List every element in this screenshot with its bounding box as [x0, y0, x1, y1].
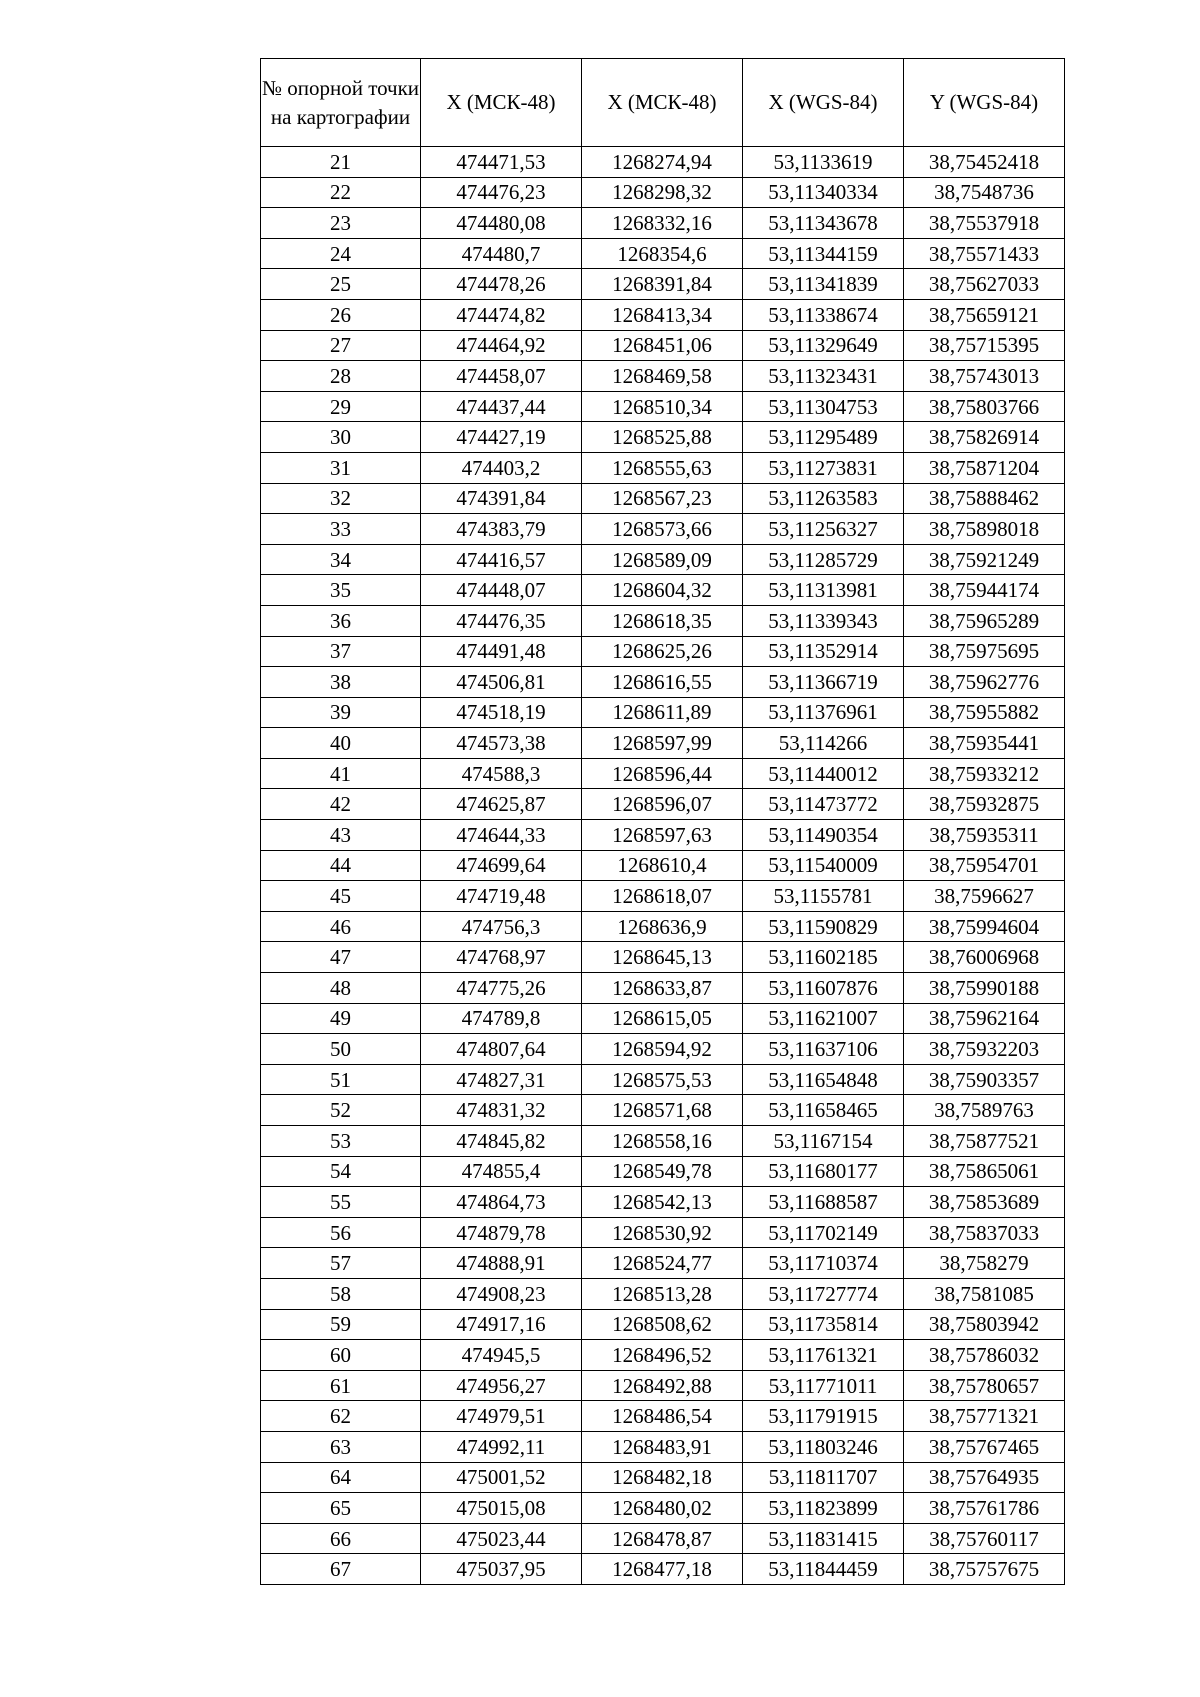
table-row [261, 1126, 1065, 1157]
cell-x-wgs84: 53,114266 [743, 728, 904, 759]
cell-x-wgs84: 53,11323431 [743, 361, 904, 392]
cell-y-wgs84: 38,75757675 [904, 1554, 1065, 1585]
cell-x-msk48-second: 1268413,34 [582, 299, 743, 330]
cell-point-number: 27 [261, 330, 421, 361]
cell-y-wgs84: 38,75764935 [904, 1462, 1065, 1493]
cell-y-wgs84: 38,75826914 [904, 422, 1065, 453]
table-row [261, 1278, 1065, 1309]
table-body [261, 147, 1065, 1585]
cell-point-number: 41 [261, 758, 421, 789]
cell-x-wgs84: 53,11339343 [743, 605, 904, 636]
cell-x-msk48: 474437,44 [421, 391, 582, 422]
cell-x-msk48: 474478,26 [421, 269, 582, 300]
cell-x-msk48: 474491,48 [421, 636, 582, 667]
cell-point-number: 64 [261, 1462, 421, 1493]
cell-x-msk48-second: 1268477,18 [582, 1554, 743, 1585]
cell-y-wgs84: 38,75452418 [904, 147, 1065, 178]
cell-y-wgs84: 38,75921249 [904, 544, 1065, 575]
cell-x-msk48: 475015,08 [421, 1493, 582, 1524]
cell-x-msk48: 475023,44 [421, 1523, 582, 1554]
cell-x-wgs84: 53,11329649 [743, 330, 904, 361]
cell-x-msk48-second: 1268571,68 [582, 1095, 743, 1126]
table-row [261, 1003, 1065, 1034]
cell-x-wgs84: 53,11256327 [743, 514, 904, 545]
cell-x-msk48: 474699,64 [421, 850, 582, 881]
cell-point-number: 35 [261, 575, 421, 606]
cell-x-msk48-second: 1268558,16 [582, 1126, 743, 1157]
cell-y-wgs84: 38,75990188 [904, 973, 1065, 1004]
cell-x-wgs84: 53,11295489 [743, 422, 904, 453]
cell-x-msk48-second: 1268610,4 [582, 850, 743, 881]
cell-y-wgs84: 38,75786032 [904, 1340, 1065, 1371]
cell-x-msk48-second: 1268645,13 [582, 942, 743, 973]
table-row [261, 973, 1065, 1004]
cell-y-wgs84: 38,75994604 [904, 911, 1065, 942]
cell-y-wgs84: 38,75935441 [904, 728, 1065, 759]
cell-x-wgs84: 53,1155781 [743, 881, 904, 912]
cell-x-wgs84: 53,11490354 [743, 820, 904, 851]
cell-x-wgs84: 53,11344159 [743, 238, 904, 269]
cell-y-wgs84: 38,75965289 [904, 605, 1065, 636]
cell-x-wgs84: 53,11602185 [743, 942, 904, 973]
cell-y-wgs84: 38,758279 [904, 1248, 1065, 1279]
cell-x-msk48-second: 1268513,28 [582, 1278, 743, 1309]
cell-point-number: 26 [261, 299, 421, 330]
cell-point-number: 29 [261, 391, 421, 422]
cell-x-wgs84: 53,11727774 [743, 1278, 904, 1309]
cell-point-number: 61 [261, 1370, 421, 1401]
cell-point-number: 60 [261, 1340, 421, 1371]
cell-x-msk48-second: 1268549,78 [582, 1156, 743, 1187]
table-row [261, 269, 1065, 300]
cell-x-msk48-second: 1268618,35 [582, 605, 743, 636]
cell-y-wgs84: 38,75871204 [904, 452, 1065, 483]
table-row [261, 1248, 1065, 1279]
cell-x-msk48-second: 1268508,62 [582, 1309, 743, 1340]
cell-x-msk48-second: 1268611,89 [582, 697, 743, 728]
cell-x-msk48-second: 1268604,32 [582, 575, 743, 606]
table-row [261, 789, 1065, 820]
table-row [261, 514, 1065, 545]
cell-x-wgs84: 53,11654848 [743, 1064, 904, 1095]
cell-x-wgs84: 53,11285729 [743, 544, 904, 575]
table-row [261, 544, 1065, 575]
table-row [261, 147, 1065, 178]
cell-point-number: 25 [261, 269, 421, 300]
cell-point-number: 65 [261, 1493, 421, 1524]
cell-y-wgs84: 38,75962776 [904, 667, 1065, 698]
cell-x-msk48-second: 1268492,88 [582, 1370, 743, 1401]
table-row [261, 391, 1065, 422]
cell-point-number: 53 [261, 1126, 421, 1157]
cell-point-number: 28 [261, 361, 421, 392]
header-y-wgs84: Y (WGS-84) [904, 59, 1065, 147]
cell-x-msk48-second: 1268482,18 [582, 1462, 743, 1493]
cell-x-wgs84: 53,11710374 [743, 1248, 904, 1279]
cell-x-msk48-second: 1268594,92 [582, 1034, 743, 1065]
cell-point-number: 51 [261, 1064, 421, 1095]
cell-y-wgs84: 38,75898018 [904, 514, 1065, 545]
cell-x-wgs84: 53,11343678 [743, 208, 904, 239]
cell-point-number: 49 [261, 1003, 421, 1034]
cell-point-number: 45 [261, 881, 421, 912]
cell-x-msk48-second: 1268597,63 [582, 820, 743, 851]
cell-x-msk48: 474831,32 [421, 1095, 582, 1126]
cell-x-wgs84: 53,11702149 [743, 1217, 904, 1248]
cell-x-msk48: 474827,31 [421, 1064, 582, 1095]
table-row [261, 1156, 1065, 1187]
table-row [261, 299, 1065, 330]
table-header [261, 59, 1065, 147]
cell-x-wgs84: 53,11823899 [743, 1493, 904, 1524]
cell-x-wgs84: 53,11338674 [743, 299, 904, 330]
cell-x-wgs84: 53,11304753 [743, 391, 904, 422]
cell-x-msk48: 474908,23 [421, 1278, 582, 1309]
table-row [261, 361, 1065, 392]
cell-point-number: 47 [261, 942, 421, 973]
cell-x-wgs84: 53,11621007 [743, 1003, 904, 1034]
cell-x-wgs84: 53,11313981 [743, 575, 904, 606]
cell-point-number: 48 [261, 973, 421, 1004]
table-row [261, 1034, 1065, 1065]
cell-x-msk48: 474464,92 [421, 330, 582, 361]
cell-point-number: 58 [261, 1278, 421, 1309]
cell-x-msk48: 474476,23 [421, 177, 582, 208]
cell-x-msk48: 474756,3 [421, 911, 582, 942]
cell-y-wgs84: 38,75932203 [904, 1034, 1065, 1065]
cell-x-msk48-second: 1268354,6 [582, 238, 743, 269]
coordinates-table [260, 58, 1065, 1585]
cell-x-msk48: 474458,07 [421, 361, 582, 392]
table-row [261, 1217, 1065, 1248]
cell-x-msk48: 474448,07 [421, 575, 582, 606]
cell-x-msk48: 474807,64 [421, 1034, 582, 1065]
table-row [261, 483, 1065, 514]
cell-point-number: 24 [261, 238, 421, 269]
table-row [261, 238, 1065, 269]
cell-y-wgs84: 38,75853689 [904, 1187, 1065, 1218]
cell-x-msk48: 474644,33 [421, 820, 582, 851]
cell-x-msk48-second: 1268496,52 [582, 1340, 743, 1371]
cell-x-msk48-second: 1268298,32 [582, 177, 743, 208]
table-row [261, 1493, 1065, 1524]
cell-point-number: 46 [261, 911, 421, 942]
cell-x-msk48-second: 1268451,06 [582, 330, 743, 361]
cell-y-wgs84: 38,75975695 [904, 636, 1065, 667]
cell-point-number: 30 [261, 422, 421, 453]
cell-x-msk48: 474474,82 [421, 299, 582, 330]
cell-point-number: 62 [261, 1401, 421, 1432]
cell-x-msk48-second: 1268625,26 [582, 636, 743, 667]
table-row [261, 636, 1065, 667]
cell-point-number: 59 [261, 1309, 421, 1340]
cell-x-msk48-second: 1268483,91 [582, 1431, 743, 1462]
cell-x-msk48-second: 1268633,87 [582, 973, 743, 1004]
cell-y-wgs84: 38,75659121 [904, 299, 1065, 330]
cell-x-wgs84: 53,11811707 [743, 1462, 904, 1493]
cell-x-wgs84: 53,11680177 [743, 1156, 904, 1187]
cell-y-wgs84: 38,75571433 [904, 238, 1065, 269]
cell-x-msk48-second: 1268542,13 [582, 1187, 743, 1218]
cell-x-msk48: 474403,2 [421, 452, 582, 483]
cell-point-number: 44 [261, 850, 421, 881]
cell-x-msk48-second: 1268615,05 [582, 1003, 743, 1034]
cell-y-wgs84: 38,75955882 [904, 697, 1065, 728]
cell-x-msk48-second: 1268589,09 [582, 544, 743, 575]
cell-point-number: 38 [261, 667, 421, 698]
table-row [261, 1309, 1065, 1340]
table-row [261, 208, 1065, 239]
cell-point-number: 22 [261, 177, 421, 208]
cell-x-msk48-second: 1268596,44 [582, 758, 743, 789]
cell-x-msk48-second: 1268636,9 [582, 911, 743, 942]
cell-x-msk48: 475001,52 [421, 1462, 582, 1493]
cell-x-msk48-second: 1268480,02 [582, 1493, 743, 1524]
cell-y-wgs84: 38,75888462 [904, 483, 1065, 514]
cell-x-msk48-second: 1268596,07 [582, 789, 743, 820]
cell-point-number: 54 [261, 1156, 421, 1187]
table-row [261, 911, 1065, 942]
cell-x-wgs84: 53,1167154 [743, 1126, 904, 1157]
cell-y-wgs84: 38,75771321 [904, 1401, 1065, 1432]
cell-x-msk48: 474588,3 [421, 758, 582, 789]
cell-y-wgs84: 38,75932875 [904, 789, 1065, 820]
table-row [261, 1523, 1065, 1554]
cell-point-number: 67 [261, 1554, 421, 1585]
cell-x-msk48: 474992,11 [421, 1431, 582, 1462]
cell-x-msk48: 474427,19 [421, 422, 582, 453]
table-row [261, 697, 1065, 728]
cell-x-wgs84: 53,11771011 [743, 1370, 904, 1401]
cell-x-msk48: 474888,91 [421, 1248, 582, 1279]
cell-point-number: 43 [261, 820, 421, 851]
cell-x-wgs84: 53,11761321 [743, 1340, 904, 1371]
table-row [261, 177, 1065, 208]
cell-x-wgs84: 53,11273831 [743, 452, 904, 483]
cell-y-wgs84: 38,75760117 [904, 1523, 1065, 1554]
cell-y-wgs84: 38,75865061 [904, 1156, 1065, 1187]
cell-point-number: 63 [261, 1431, 421, 1462]
table-row [261, 1095, 1065, 1126]
cell-x-wgs84: 53,11376961 [743, 697, 904, 728]
cell-y-wgs84: 38,75627033 [904, 269, 1065, 300]
cell-x-msk48-second: 1268332,16 [582, 208, 743, 239]
cell-point-number: 23 [261, 208, 421, 239]
cell-y-wgs84: 38,7581085 [904, 1278, 1065, 1309]
cell-x-wgs84: 53,11263583 [743, 483, 904, 514]
cell-x-wgs84: 53,11607876 [743, 973, 904, 1004]
cell-x-msk48-second: 1268530,92 [582, 1217, 743, 1248]
table-row [261, 1340, 1065, 1371]
cell-y-wgs84: 38,75743013 [904, 361, 1065, 392]
header-point-number: № опорной точки на картографии [261, 59, 421, 147]
cell-x-msk48-second: 1268274,94 [582, 147, 743, 178]
cell-x-msk48: 474768,97 [421, 942, 582, 973]
table-row [261, 758, 1065, 789]
cell-point-number: 52 [261, 1095, 421, 1126]
cell-y-wgs84: 38,75903357 [904, 1064, 1065, 1095]
cell-y-wgs84: 38,75803766 [904, 391, 1065, 422]
table-row [261, 422, 1065, 453]
cell-x-wgs84: 53,11440012 [743, 758, 904, 789]
cell-x-wgs84: 53,11340334 [743, 177, 904, 208]
cell-point-number: 31 [261, 452, 421, 483]
cell-x-msk48-second: 1268575,53 [582, 1064, 743, 1095]
table-row [261, 1462, 1065, 1493]
cell-x-msk48: 474573,38 [421, 728, 582, 759]
cell-y-wgs84: 38,7589763 [904, 1095, 1065, 1126]
cell-x-wgs84: 53,11352914 [743, 636, 904, 667]
table-row [261, 942, 1065, 973]
table-row [261, 452, 1065, 483]
cell-x-msk48: 474775,26 [421, 973, 582, 1004]
cell-y-wgs84: 38,75761786 [904, 1493, 1065, 1524]
cell-x-wgs84: 53,11844459 [743, 1554, 904, 1585]
table-row [261, 1370, 1065, 1401]
cell-x-msk48-second: 1268597,99 [582, 728, 743, 759]
cell-x-msk48: 474471,53 [421, 147, 582, 178]
cell-y-wgs84: 38,75803942 [904, 1309, 1065, 1340]
table-row [261, 881, 1065, 912]
cell-point-number: 57 [261, 1248, 421, 1279]
cell-x-msk48-second: 1268567,23 [582, 483, 743, 514]
cell-x-wgs84: 53,11791915 [743, 1401, 904, 1432]
cell-x-wgs84: 53,11590829 [743, 911, 904, 942]
cell-x-msk48-second: 1268478,87 [582, 1523, 743, 1554]
cell-y-wgs84: 38,7596627 [904, 881, 1065, 912]
cell-x-msk48-second: 1268618,07 [582, 881, 743, 912]
cell-x-msk48: 474945,5 [421, 1340, 582, 1371]
table-row [261, 728, 1065, 759]
cell-x-msk48: 475037,95 [421, 1554, 582, 1585]
cell-point-number: 37 [261, 636, 421, 667]
cell-x-wgs84: 53,11540009 [743, 850, 904, 881]
cell-x-wgs84: 53,11831415 [743, 1523, 904, 1554]
cell-point-number: 42 [261, 789, 421, 820]
cell-x-msk48-second: 1268510,34 [582, 391, 743, 422]
cell-point-number: 32 [261, 483, 421, 514]
table-row [261, 1187, 1065, 1218]
cell-x-wgs84: 53,1133619 [743, 147, 904, 178]
cell-x-wgs84: 53,11366719 [743, 667, 904, 698]
header-row [261, 59, 1065, 147]
cell-y-wgs84: 38,76006968 [904, 942, 1065, 973]
cell-x-msk48: 474789,8 [421, 1003, 582, 1034]
table-row [261, 820, 1065, 851]
cell-x-wgs84: 53,11688587 [743, 1187, 904, 1218]
cell-point-number: 36 [261, 605, 421, 636]
table-row [261, 330, 1065, 361]
table-row [261, 1401, 1065, 1432]
table-row [261, 667, 1065, 698]
table-row [261, 850, 1065, 881]
cell-y-wgs84: 38,75877521 [904, 1126, 1065, 1157]
cell-x-msk48: 474845,82 [421, 1126, 582, 1157]
cell-x-msk48-second: 1268469,58 [582, 361, 743, 392]
table-row [261, 575, 1065, 606]
cell-y-wgs84: 38,75954701 [904, 850, 1065, 881]
cell-y-wgs84: 38,75962164 [904, 1003, 1065, 1034]
cell-point-number: 40 [261, 728, 421, 759]
cell-x-wgs84: 53,11637106 [743, 1034, 904, 1065]
cell-point-number: 33 [261, 514, 421, 545]
cell-x-msk48: 474518,19 [421, 697, 582, 728]
cell-x-wgs84: 53,11658465 [743, 1095, 904, 1126]
cell-point-number: 66 [261, 1523, 421, 1554]
cell-y-wgs84: 38,75715395 [904, 330, 1065, 361]
cell-x-msk48: 474855,4 [421, 1156, 582, 1187]
cell-x-msk48-second: 1268486,54 [582, 1401, 743, 1432]
table-row [261, 1431, 1065, 1462]
header-x-msk48: X (МСК-48) [421, 59, 582, 147]
cell-x-msk48: 474480,08 [421, 208, 582, 239]
cell-x-msk48-second: 1268391,84 [582, 269, 743, 300]
cell-point-number: 55 [261, 1187, 421, 1218]
cell-point-number: 21 [261, 147, 421, 178]
cell-x-msk48: 474383,79 [421, 514, 582, 545]
cell-x-msk48: 474979,51 [421, 1401, 582, 1432]
cell-x-msk48: 474956,27 [421, 1370, 582, 1401]
header-x-wgs84: X (WGS-84) [743, 59, 904, 147]
cell-x-msk48: 474864,73 [421, 1187, 582, 1218]
cell-x-wgs84: 53,11473772 [743, 789, 904, 820]
cell-x-msk48: 474391,84 [421, 483, 582, 514]
cell-x-msk48-second: 1268524,77 [582, 1248, 743, 1279]
cell-y-wgs84: 38,75935311 [904, 820, 1065, 851]
table-row [261, 1554, 1065, 1585]
cell-x-msk48-second: 1268555,63 [582, 452, 743, 483]
table-row [261, 605, 1065, 636]
cell-y-wgs84: 38,75537918 [904, 208, 1065, 239]
cell-y-wgs84: 38,75780657 [904, 1370, 1065, 1401]
cell-x-msk48-second: 1268573,66 [582, 514, 743, 545]
cell-x-msk48: 474879,78 [421, 1217, 582, 1248]
cell-point-number: 56 [261, 1217, 421, 1248]
cell-x-msk48: 474476,35 [421, 605, 582, 636]
cell-y-wgs84: 38,75767465 [904, 1431, 1065, 1462]
cell-x-msk48: 474506,81 [421, 667, 582, 698]
cell-x-wgs84: 53,11735814 [743, 1309, 904, 1340]
cell-point-number: 50 [261, 1034, 421, 1065]
cell-x-wgs84: 53,11803246 [743, 1431, 904, 1462]
cell-x-wgs84: 53,11341839 [743, 269, 904, 300]
cell-y-wgs84: 38,75837033 [904, 1217, 1065, 1248]
cell-x-msk48-second: 1268525,88 [582, 422, 743, 453]
cell-x-msk48-second: 1268616,55 [582, 667, 743, 698]
cell-x-msk48: 474719,48 [421, 881, 582, 912]
cell-x-msk48: 474625,87 [421, 789, 582, 820]
cell-x-msk48: 474480,7 [421, 238, 582, 269]
cell-y-wgs84: 38,75933212 [904, 758, 1065, 789]
header-x-msk48-second: X (МСК-48) [582, 59, 743, 147]
cell-point-number: 39 [261, 697, 421, 728]
cell-y-wgs84: 38,75944174 [904, 575, 1065, 606]
cell-point-number: 34 [261, 544, 421, 575]
cell-y-wgs84: 38,7548736 [904, 177, 1065, 208]
table-row [261, 1064, 1065, 1095]
cell-x-msk48: 474416,57 [421, 544, 582, 575]
cell-x-msk48: 474917,16 [421, 1309, 582, 1340]
